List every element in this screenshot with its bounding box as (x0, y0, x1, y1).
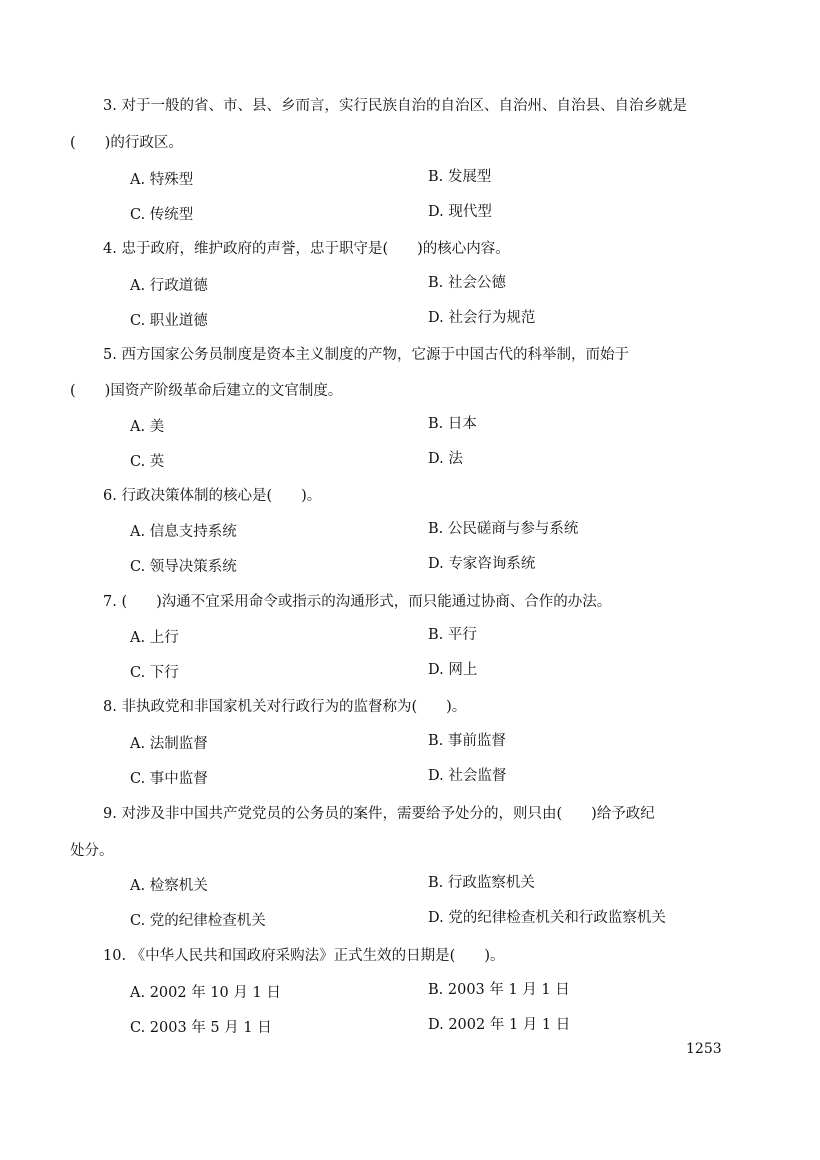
question-5-line-1: 5. 西方国家公务员制度是资本主义制度的产物，它源于中国古代的科举制，而始于 (103, 347, 629, 363)
question-9-option-c: C. 党的纪律检查机关 (130, 913, 266, 929)
question-5-option-a: A. 美 (130, 419, 165, 435)
question-3-line-1: 3. 对于一般的省、市、县、乡而言，实行民族自治的自治区、自治州、自治县、自治乡就是 (103, 98, 687, 114)
question-6-option-b: B. 公民磋商与参与系统 (428, 521, 579, 537)
question-7-option-a: A. 上行 (130, 630, 179, 646)
question-4-option-c: C. 职业道德 (130, 313, 208, 329)
question-6-option-d: D. 专家咨询系统 (428, 556, 536, 572)
question-7-line-1: 7. ( )沟通不宜采用命令或指示的沟通形式，而只能通过协商、合作的办法。 (103, 594, 612, 610)
question-9-line-2: 处分。 (70, 843, 114, 859)
question-8-option-b: B. 事前监督 (428, 733, 506, 749)
question-6-option-a: A. 信息支持系统 (130, 524, 237, 540)
question-10-line-1: 10. 《中华人民共和国政府采购法》正式生效的日期是( )。 (103, 948, 505, 964)
question-5-option-c: C. 英 (130, 454, 165, 470)
question-9-option-b: B. 行政监察机关 (428, 875, 535, 891)
question-9-line-1: 9. 对涉及非中国共产党党员的公务员的案件，需要给予处分的，则只由( )给予政纪 (103, 806, 655, 822)
question-4-option-b: B. 社会公德 (428, 275, 506, 291)
question-8-option-d: D. 社会监督 (428, 768, 507, 784)
question-6-line-1: 6. 行政决策体制的核心是( )。 (103, 488, 322, 504)
question-3-option-c: C. 传统型 (130, 207, 194, 223)
question-3-line-2: ( )的行政区。 (70, 135, 183, 151)
question-10-option-d: D. 2002 年 1 月 1 日 (428, 1017, 571, 1033)
question-7-option-d: D. 网上 (428, 662, 478, 678)
question-5-option-b: B. 日本 (428, 416, 477, 432)
question-5-line-2: ( )国资产阶级革命后建立的文官制度。 (70, 383, 343, 399)
question-10-option-b: B. 2003 年 1 月 1 日 (428, 982, 570, 998)
question-6-option-c: C. 领导决策系统 (130, 559, 237, 575)
question-4-option-a: A. 行政道德 (130, 278, 208, 294)
question-3-option-d: D. 现代型 (428, 204, 492, 220)
question-5-option-d: D. 法 (428, 451, 463, 467)
question-4-line-1: 4. 忠于政府，维护政府的声誉，忠于职守是( )的核心内容。 (103, 241, 510, 257)
question-10-option-c: C. 2003 年 5 月 1 日 (130, 1020, 272, 1036)
question-8-option-c: C. 事中监督 (130, 771, 208, 787)
question-8-line-1: 8. 非执政党和非国家机关对行政行为的监督称为( )。 (103, 699, 467, 715)
question-10-option-a: A. 2002 年 10 月 1 日 (130, 985, 281, 1001)
question-7-option-c: C. 下行 (130, 665, 179, 681)
question-3-option-a: A. 特殊型 (130, 172, 194, 188)
question-8-option-a: A. 法制监督 (130, 736, 208, 752)
question-4-option-d: D. 社会行为规范 (428, 310, 536, 326)
question-7-option-b: B. 平行 (428, 627, 477, 643)
question-9-option-d: D. 党的纪律检查机关和行政监察机关 (428, 910, 666, 926)
question-3-option-b: B. 发展型 (428, 169, 492, 185)
question-9-option-a: A. 检察机关 (130, 878, 208, 894)
page-number: 1253 (686, 1041, 722, 1057)
